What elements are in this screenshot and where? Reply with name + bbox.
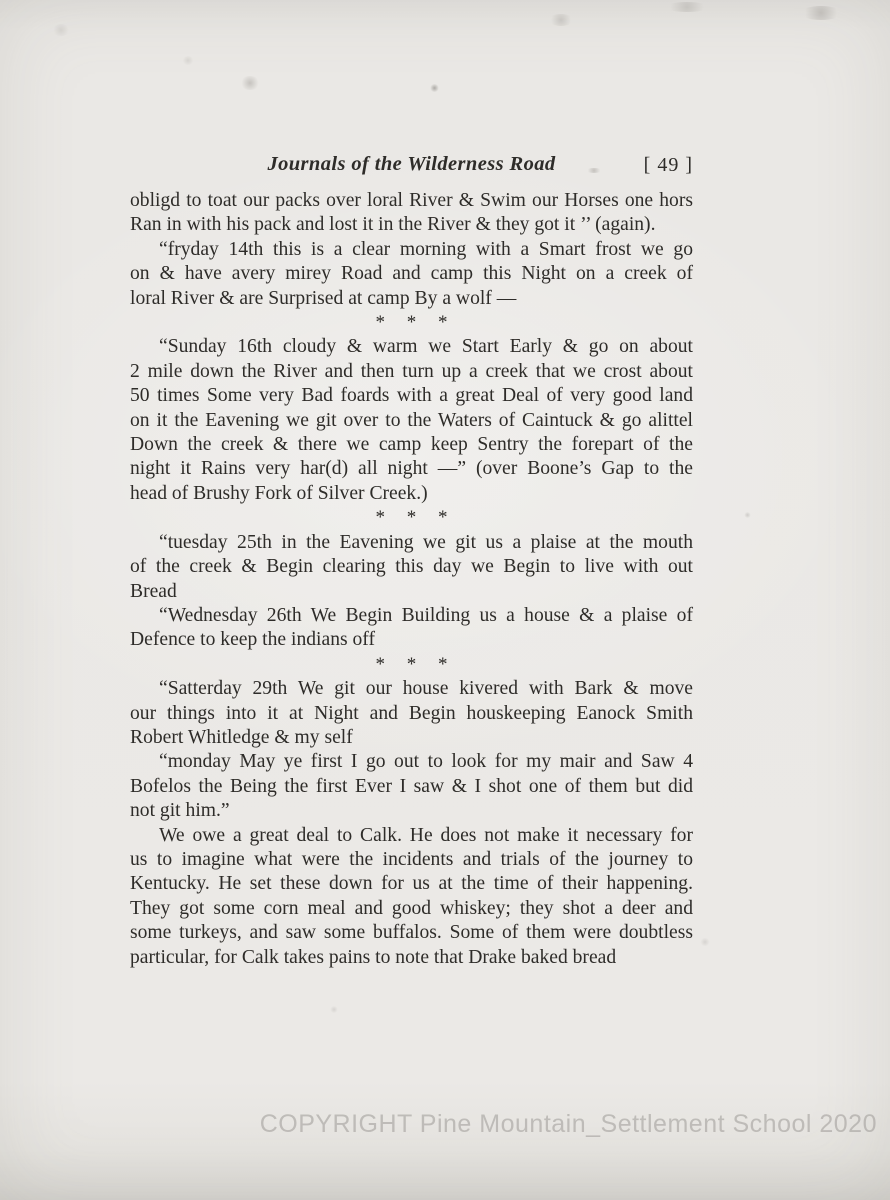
text-line: “Wednesday 26th We Begin Building us a house & a plaise of [159,604,693,626]
asterisk-separator: * * * [375,507,448,529]
paragraph [130,750,693,823]
text-line: “monday May ye first I go out to look for my mair and Saw 4 [159,751,693,773]
asterisk-separator: * * * [375,653,448,675]
page-body [130,189,693,970]
text-line: our things into it at Night and Begin houskeeping Eanock Smith [130,702,693,724]
text-line: 50 times Some very Bad foards with a great Deal of very good land [130,385,693,407]
paper-speck [744,512,751,518]
text-line: not git him.” [130,800,230,822]
page-number: [ 49 ] [643,154,693,176]
text-line: “Sunday 16th cloudy & warm we Start Early & go on about [159,336,693,358]
paragraph [130,604,693,653]
paper-speck [548,14,574,26]
paragraph [130,677,693,750]
text-line: “tuesday 25th in the Eavening we git us a plaise at the mouth [159,531,693,553]
text-line: Down the creek & there we camp keep Sentry the forepart of the [130,434,693,456]
text-line: “fryday 14th this is a clear morning with a Smart frost we go [159,238,693,260]
text-line: Defence to keep the indians off [130,629,376,651]
paper-speck [430,84,439,92]
paper-speck [240,76,260,90]
text-line: us to imagine what were the incidents and trials of the journey to [130,848,693,870]
paragraph [130,824,693,970]
text-line: Kentucky. He set these down for us at the time of their happening. [130,873,693,895]
text-line: “Satterday 29th We git our house kivered with Bark & move [159,678,693,700]
paragraph [130,189,693,238]
text-line: 2 mile down the River and then turn up a creek that we crost about [130,360,693,382]
asterisk-separator: * * * [375,312,448,334]
text-line: obligd to toat our packs over loral River & Swim our Horses one hors [130,190,693,211]
text-line: Ran in with his pack and lost it in the River & they got it ’’ (again). [130,214,656,236]
text-line: Robert Whitledge & my self [130,726,353,748]
paragraph [130,531,693,604]
text-line: Bread [130,580,177,602]
paper-speck [182,56,194,65]
text-line: head of Brushy Fork of Silver Creek.) [130,482,428,504]
paper-speck [700,938,710,946]
text-line: of the creek & Begin clearing this day we Begin to live with out [130,556,693,578]
text-line: some turkeys, and saw some buffalos. Some of them were doubtless [130,922,693,944]
text-line: particular, for Calk takes pains to note that Drake baked bread [130,946,617,968]
text-line: night it Rains very har(d) all night —” (over Boone’s Gap to the [130,458,693,480]
paper-speck [800,6,842,20]
text-line: on & have avery mirey Road and camp this Night on a creek of [130,263,693,285]
paper-speck [664,2,710,12]
paper-speck [52,24,70,36]
paragraph [130,335,693,506]
text-line: on it the Eavening we git over to the Waters of Caintuck & go alittel [130,409,693,431]
paper-speck [330,1006,338,1013]
text-line: loral River & are Surprised at camp By a wolf — [130,287,517,309]
page-header [130,153,693,181]
copyright-watermark: COPYRIGHT Pine Mountain_Settlement School 2020 [259,1110,877,1138]
paragraph [130,238,693,311]
text-line: Bofelos the Being the first Ever I saw & I shot one of them but did [130,775,693,797]
text-line: They got some corn meal and good whiskey; they shot a deer and [130,897,693,919]
running-title: Journals of the Wilderness Road [267,153,556,175]
text-line: We owe a great deal to Calk. He does not make it necessary for [159,824,693,846]
